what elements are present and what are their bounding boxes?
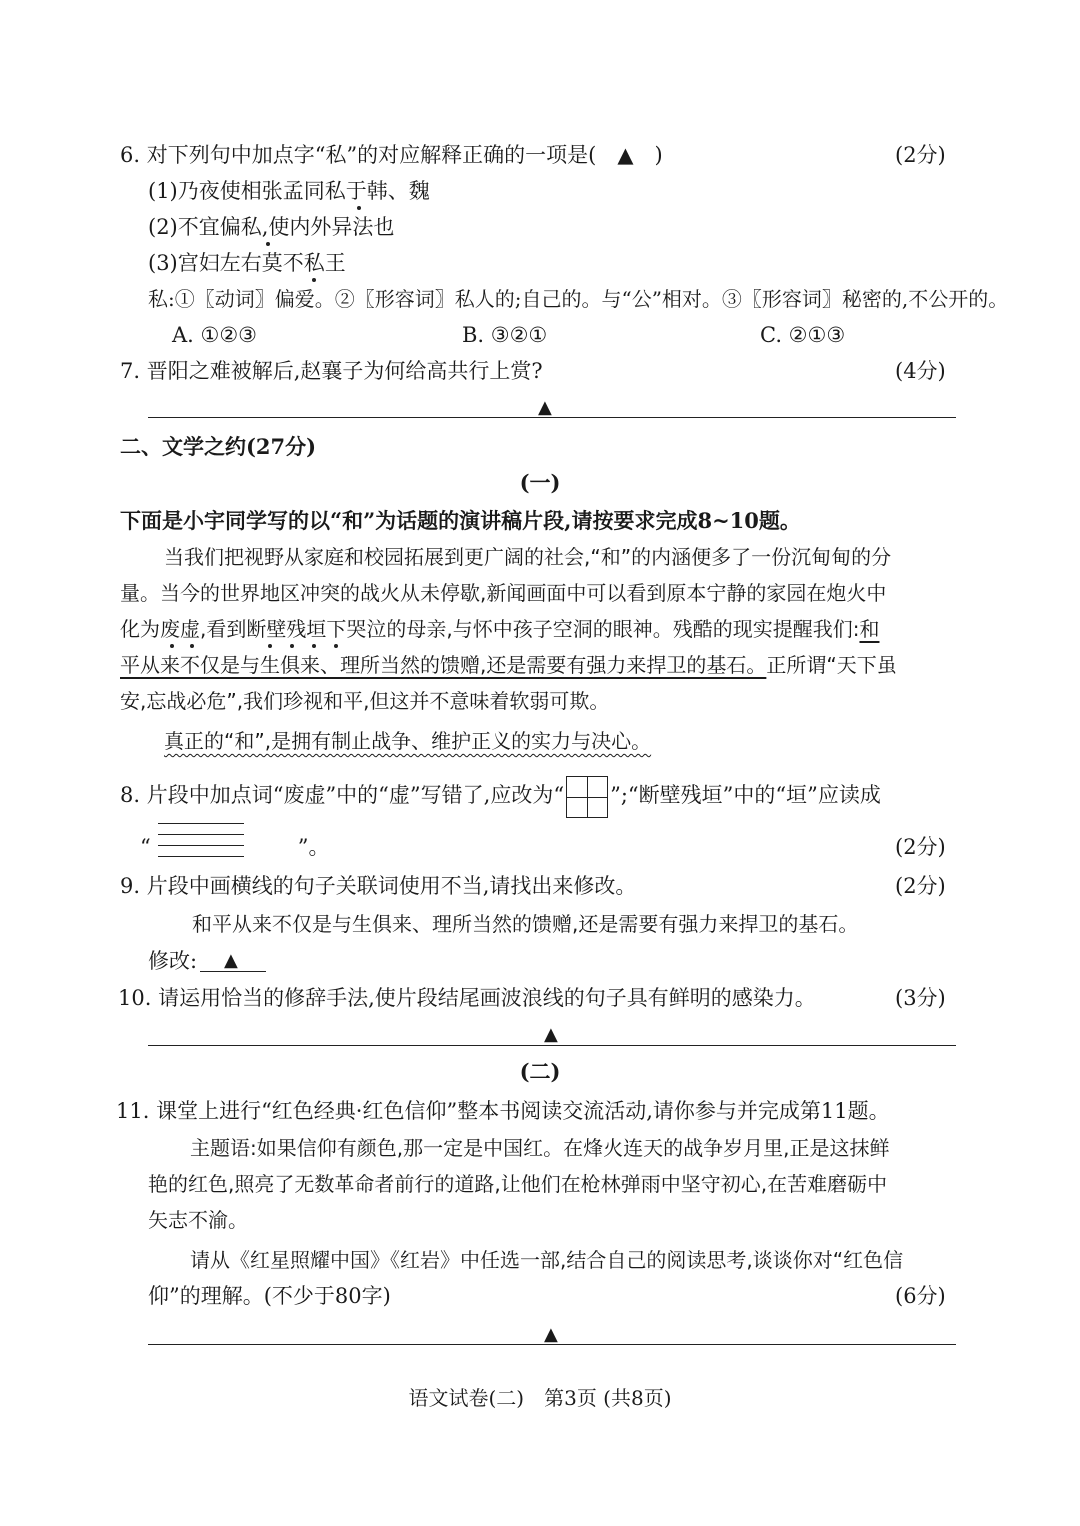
q7-score: (4分)	[895, 359, 946, 383]
q9-stem: 9. 片段中画横线的句子关联词使用不当,请找出来修改。	[120, 874, 637, 898]
emphasis-dot	[312, 644, 316, 648]
page-footer: 语文试卷(二) 第3页 (共8页)	[408, 1386, 672, 1410]
q9-quote: 和平从来不仅是与生俱来、理所当然的馈赠,还是需要有强力来捍卫的基石。	[192, 912, 859, 936]
emphasis-dot	[334, 644, 338, 648]
q8-stem-part-2: ”;“断壁残垣”中的“垣”应读成	[610, 783, 881, 807]
q8-line-2: “ ”。	[140, 835, 330, 859]
section-2-title: 二、文学之约(27分)	[120, 434, 317, 459]
passage-text: 化为	[120, 617, 160, 641]
q9-answer-line[interactable]	[200, 971, 266, 972]
passage-line-1: 当我们把视野从家庭和校园拓展到更广阔的社会,“和”的内涵便多了一份沉甸甸的分	[164, 545, 892, 569]
wavy-underlined-sentence: 真正的“和”,是拥有制止战争、维护正义的实力与决心。	[164, 729, 652, 753]
part-2-heading: (二)	[519, 1059, 561, 1084]
q11-theme-line-2: 艳的红色,照亮了无数革命者前行的道路,让他们在枪林弹雨中坚守初心,在苦难磨砺中	[148, 1172, 888, 1196]
passage-text: 下哭泣的母亲,与怀中孩子空洞的眼神。残酷的现实提醒我们:	[326, 617, 860, 641]
emphasis-dot	[357, 206, 361, 210]
q6-option-a: A. ①②③	[172, 323, 257, 347]
passage-line-2: 量。当今的世界地区冲突的战火从未停歇,新闻画面中可以看到原本宁静的家园在炮火中	[120, 581, 887, 605]
q6-gloss: 私:①〖动词〗偏爱。②〖形容词〗私人的;自己的。与“公”相对。③〖形容词〗秘密的,不公开的。	[148, 287, 1009, 311]
passage-line-5: 安,忘战必危”,我们珍视和平,但这并不意味着软弱可欺。	[120, 689, 610, 713]
q6-score: (2分)	[895, 143, 946, 167]
q11-theme-line-3: 矢志不渝。	[148, 1208, 248, 1232]
q7-answer-marker: ▲	[538, 397, 552, 418]
q6-sentence-1: (1)乃夜使相张孟同私于韩、魏	[148, 179, 430, 203]
passage-line-4	[120, 650, 897, 680]
emphasis-dot	[290, 644, 294, 648]
q11-stem: 11. 课堂上进行“红色经典·红色信仰”整本书阅读交流活动,请你参与并完成第11题。	[116, 1099, 890, 1123]
q8-character-box[interactable]	[566, 776, 608, 818]
q11-score: (6分)	[895, 1284, 946, 1308]
q6-option-b: B. ③②①	[462, 323, 548, 347]
q11-answer-marker: ▲	[544, 1324, 558, 1345]
q11-task-line-2: 仰”的理解。(不少于80字)	[148, 1284, 391, 1308]
q6-stem: 6. 对下列句中加点字“私”的对应解释正确的一项是( ▲ )	[120, 143, 663, 167]
underlined-sentence-start: 和	[859, 617, 880, 641]
dotted-word-duanbi: 断壁残垣	[246, 617, 327, 641]
q11-task-line-1: 请从《红星照耀中国》《红岩》中任选一部,结合自己的阅读思考,谈谈你对“红色信	[190, 1248, 904, 1272]
q10-answer-line[interactable]	[148, 1045, 956, 1046]
q10-answer-marker: ▲	[544, 1024, 558, 1045]
q7-stem: 7. 晋阳之难被解后,赵襄子为何给高共行上赏?	[120, 359, 543, 383]
part-1-heading: (一)	[519, 470, 561, 495]
q9-answer-marker: ▲	[224, 950, 238, 971]
passage-text: 正所谓“天下虽	[766, 653, 897, 677]
dotted-word-feixu: 废虚	[160, 617, 200, 641]
q8-pinyin-line[interactable]	[158, 823, 244, 824]
emphasis-dot	[266, 242, 270, 246]
passage-line-3	[120, 614, 879, 644]
q10-score: (3分)	[895, 986, 946, 1010]
emphasis-dot	[268, 644, 272, 648]
q8-stem-part-1: 8. 片段中加点词“废虚”中的“虚”写错了,应改为“	[120, 783, 565, 807]
emphasis-dot	[170, 644, 174, 648]
passage-text: ,看到	[200, 617, 247, 641]
passage-line-6	[164, 726, 651, 756]
section-2-intro: 下面是小宇同学写的以“和”为话题的演讲稿片段,请按要求完成8~10题。	[120, 508, 801, 533]
emphasis-dot	[190, 644, 194, 648]
q7-answer-line[interactable]	[148, 417, 956, 418]
underlined-sentence: 平从来不仅是与生俱来、理所当然的馈赠,还是需要有强力来捍卫的基石。	[120, 653, 767, 677]
q10-stem: 10. 请运用恰当的修辞手法,使片段结尾画波浪线的句子具有鲜明的感染力。	[118, 986, 816, 1010]
q9-fix-label: 修改:	[148, 949, 198, 973]
emphasis-dot	[312, 278, 316, 282]
q9-score: (2分)	[895, 874, 946, 898]
q8-score: (2分)	[895, 835, 946, 859]
q11-theme-line-1: 主题语:如果信仰有颜色,那一定是中国红。在烽火连天的战争岁月里,正是这抹鲜	[190, 1136, 890, 1160]
q6-sentence-3: (3)宫妇左右莫不私王	[148, 251, 346, 275]
q8-stem	[120, 775, 881, 818]
q6-sentence-2: (2)不宜偏私,使内外异法也	[148, 215, 395, 239]
q6-option-c: C. ②①③	[760, 323, 846, 347]
q11-answer-line[interactable]	[148, 1344, 956, 1345]
